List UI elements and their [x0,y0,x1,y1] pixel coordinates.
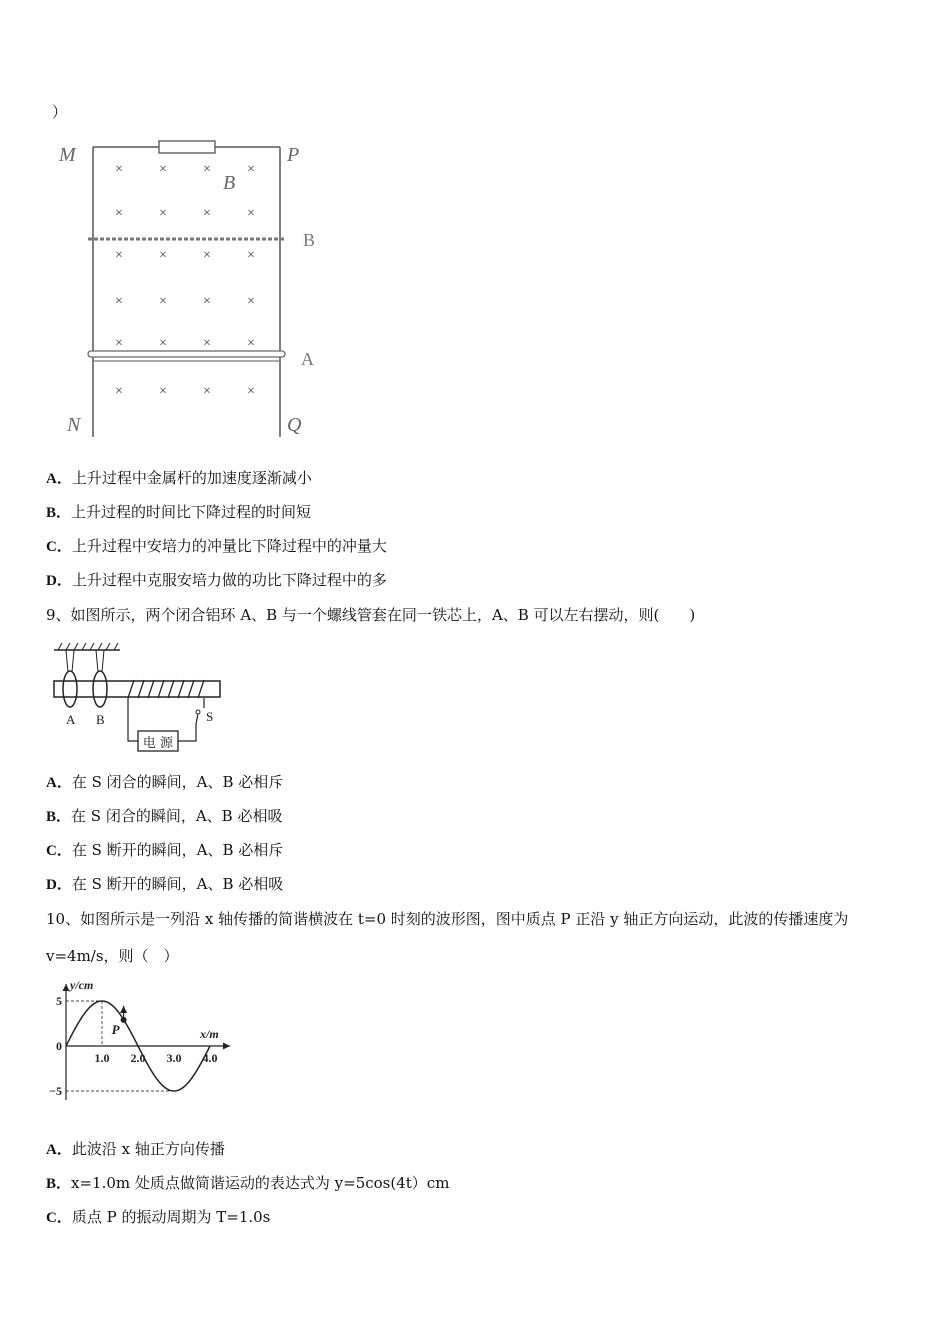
svg-text:×: × [247,206,255,221]
svg-text:×: × [115,162,123,177]
x-axis-label: x/m [200,1027,219,1041]
point-p-label: P [111,1021,120,1037]
label-q: Q [287,414,302,436]
q9-option-c[interactable]: C．在 S 断开的瞬间，A、B 必相斥 [46,841,284,859]
y-tick-label: 5 [56,994,62,1008]
svg-text:×: × [203,162,211,177]
q10-option-a[interactable]: A．此波沿 x 轴正方向传播 [46,1140,225,1158]
svg-text:×: × [159,294,167,309]
q10-stem-line1: 10、如图所示是一列沿 x 轴传播的简谐横波在 t=0 时刻的波形图，图中质点 P 正沿 y 轴正方向运动，此波的传播速度为 [46,910,849,928]
label-n: N [67,414,81,436]
y-tick-label: 0 [56,1039,62,1053]
q10-option-c[interactable]: C．质点 P 的振动周期为 T=1.0s [46,1208,271,1226]
svg-text:×: × [247,162,255,177]
svg-text:×: × [159,162,167,177]
label-field-b: B [223,172,236,194]
q9-stem: 9、如图所示，两个闭合铝环 A、B 与一个螺线管套在同一铁芯上，A、B 可以左右摆动，则( ) [46,606,696,624]
x-tick-label: 3.0 [166,1051,182,1065]
svg-text:×: × [203,206,211,221]
y-axis-label: y/cm [70,978,94,992]
field-crosses [115,162,255,399]
svg-text:×: × [159,336,167,351]
label-pos-b: B [303,230,316,250]
q8-option-b[interactable]: B．上升过程的时间比下降过程的时间短 [46,503,312,521]
q10-wave-chart [40,978,240,1106]
svg-text:×: × [115,336,123,351]
svg-text:×: × [247,294,255,309]
label-p: P [287,144,300,166]
q9-option-b[interactable]: B．在 S 闭合的瞬间，A、B 必相吸 [46,807,283,825]
q8-option-d[interactable]: D．上升过程中克服安培力做的功比下降过程中的多 [46,571,387,589]
q9-solenoid-figure [48,640,228,758]
q10-stem-line2: v=4m/s，则（ ） [46,947,179,965]
label-ring-a: A [66,712,76,727]
svg-text:×: × [203,248,211,263]
q8-option-a[interactable]: A．上升过程中金属杆的加速度逐渐减小 [46,469,312,487]
svg-text:×: × [115,294,123,309]
svg-text:×: × [247,384,255,399]
svg-text:×: × [203,384,211,399]
q8-rails-figure [55,135,335,445]
q9-option-a[interactable]: A．在 S 闭合的瞬间，A、B 必相斥 [46,773,284,791]
svg-text:×: × [203,294,211,309]
resistor [159,141,215,153]
q9-option-d[interactable]: D．在 S 断开的瞬间，A、B 必相吸 [46,875,284,893]
label-switch-s: S [206,709,214,724]
label-ring-b: B [96,712,105,727]
x-tick-label: 1.0 [94,1051,110,1065]
y-tick-label: −5 [49,1084,62,1098]
rod-position-a [88,351,285,357]
svg-text:×: × [115,384,123,399]
svg-text:×: × [247,336,255,351]
svg-text:×: × [159,384,167,399]
q8-stem-tail: ） [52,103,68,121]
svg-text:×: × [247,248,255,263]
label-pos-a: A [301,349,314,369]
svg-text:×: × [115,248,123,263]
svg-text:×: × [159,248,167,263]
switch-s [196,714,198,724]
svg-text:×: × [159,206,167,221]
svg-text:×: × [115,206,123,221]
x-tick-label: 4.0 [202,1051,218,1065]
q10-option-b[interactable]: B．x=1.0m 处质点做简谐运动的表达式为 y=5cos(4t）cm [46,1174,450,1192]
iron-core [54,681,220,697]
label-m: M [59,144,76,166]
q8-option-c[interactable]: C．上升过程中安培力的冲量比下降过程中的冲量大 [46,537,387,555]
svg-text:电 源: 电 源 [142,736,174,751]
x-tick-label: 2.0 [130,1051,146,1065]
svg-text:×: × [203,336,211,351]
